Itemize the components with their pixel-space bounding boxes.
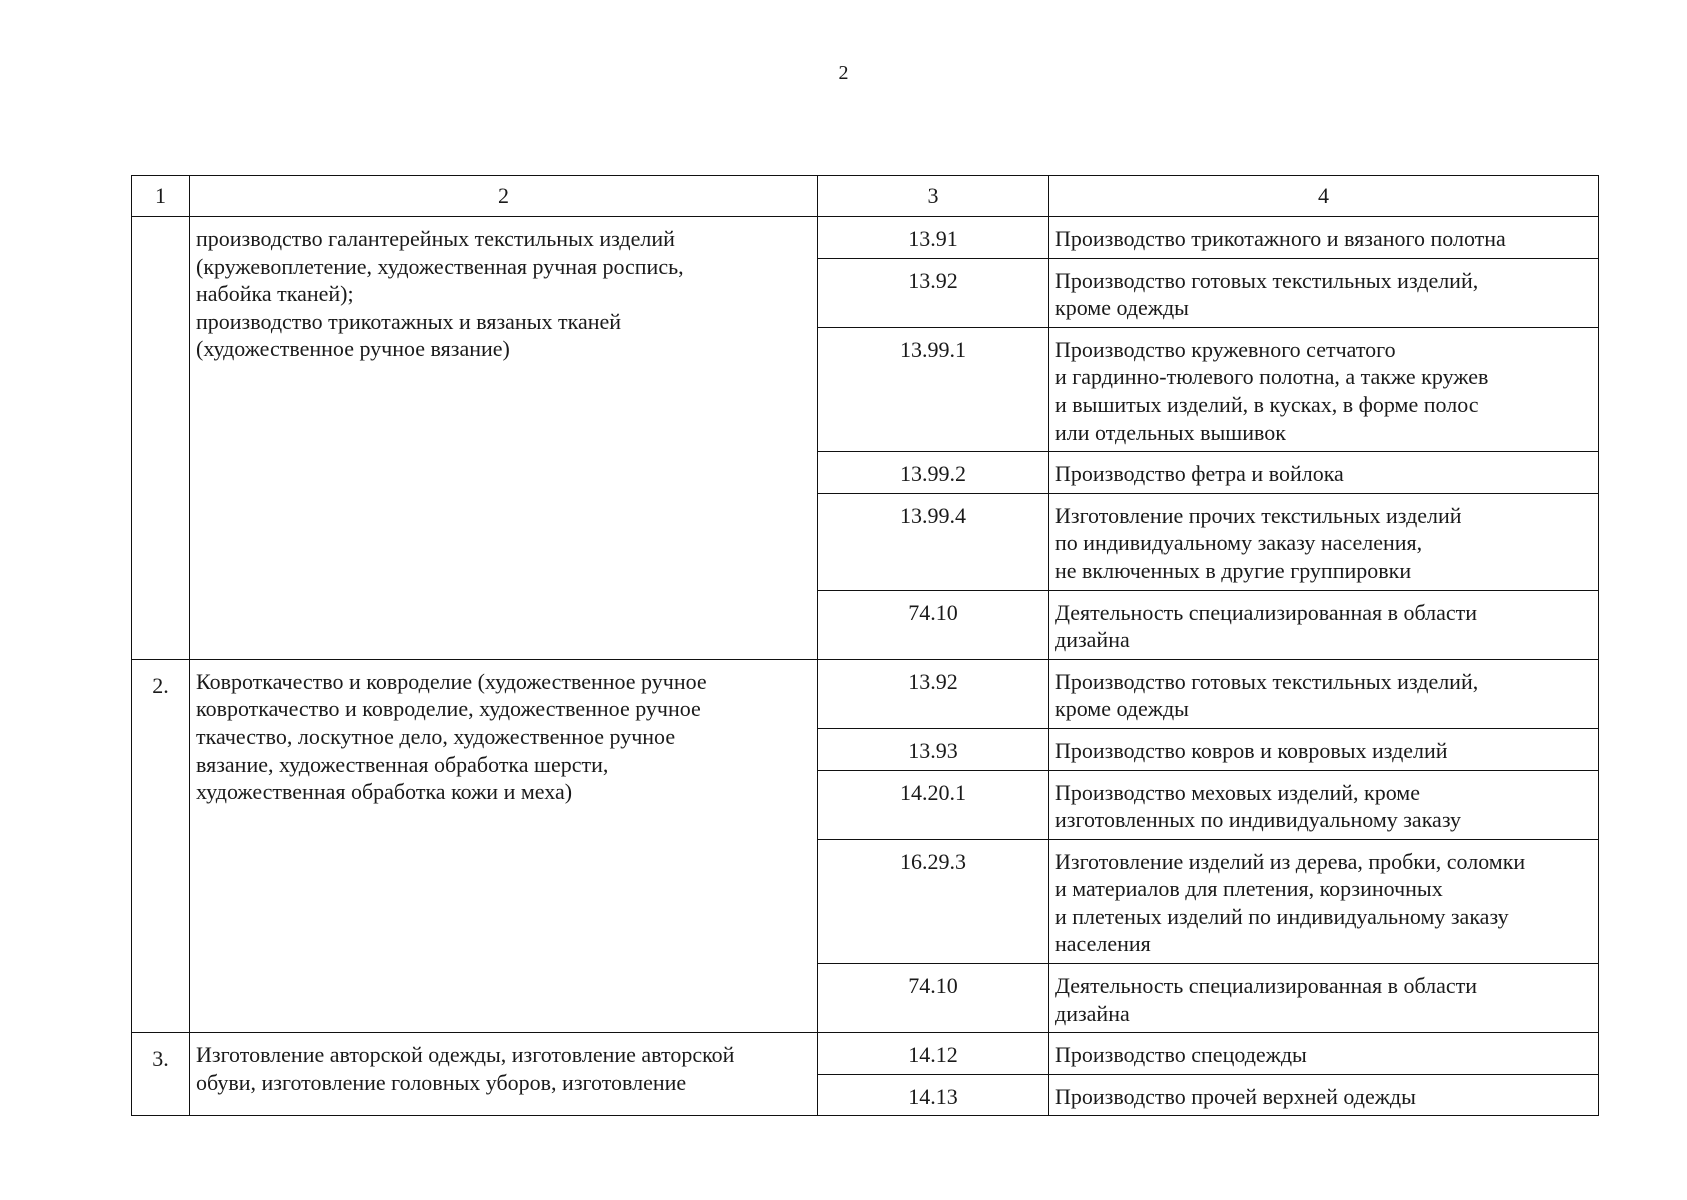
activity-type: Изготовление авторской одежды, изготовление авторской обуви, изготовление головных уборов, изготовление <box>190 1033 818 1116</box>
okved-description: Производство трикотажного и вязаного полотна <box>1049 217 1599 259</box>
okved-code: 13.91 <box>818 217 1049 259</box>
row-number: 3. <box>132 1033 190 1116</box>
okved-code: 16.29.3 <box>818 839 1049 963</box>
activity-type: Ковроткачество и ковроделие (художественное ручное ковроткачество и ковроделие, художественное ручное ткачество, лоскутное дело, художественное ручное вязание, художественная обработка шерсти, художественная обработка кожи и меха) <box>190 659 818 1033</box>
okved-code: 14.12 <box>818 1033 1049 1075</box>
table-header-row <box>132 176 1599 217</box>
column-header-1: 1 <box>132 176 190 217</box>
okved-description: Производство меховых изделий, кроме изготовленных по индивидуальному заказу <box>1049 770 1599 839</box>
column-header-3: 3 <box>818 176 1049 217</box>
column-header-4: 4 <box>1049 176 1599 217</box>
okved-description: Деятельность специализированная в области дизайна <box>1049 964 1599 1033</box>
okved-code: 13.99.2 <box>818 452 1049 494</box>
okved-description: Производство готовых текстильных изделий, кроме одежды <box>1049 659 1599 728</box>
activity-codes-table <box>131 175 1599 1116</box>
okved-code: 14.20.1 <box>818 770 1049 839</box>
row-number: 2. <box>132 659 190 1033</box>
okved-code: 13.92 <box>818 258 1049 327</box>
okved-code: 14.13 <box>818 1074 1049 1116</box>
row-number <box>132 217 190 660</box>
okved-description: Изготовление изделий из дерева, пробки, соломки и материалов для плетения, корзиночных и плетеных изделий по индивидуальному заказу населения <box>1049 839 1599 963</box>
okved-code: 13.93 <box>818 728 1049 770</box>
column-header-2: 2 <box>190 176 818 217</box>
activity-type: производство галантерейных текстильных изделий (кружевоплетение, художественная ручная роспись, набойка тканей); производство трикотажных и вязаных тканей (художественное ручное вязание) <box>190 217 818 660</box>
okved-code: 13.92 <box>818 659 1049 728</box>
okved-description: Производство ковров и ковровых изделий <box>1049 728 1599 770</box>
okved-code: 74.10 <box>818 590 1049 659</box>
okved-description: Деятельность специализированная в области дизайна <box>1049 590 1599 659</box>
table-row <box>132 1033 1599 1075</box>
okved-description: Производство кружевного сетчатого и гардинно-тюлевого полотна, а также кружев и вышитых изделий, в кусках, в форме полос или отдельных вышивок <box>1049 327 1599 451</box>
okved-description: Производство прочей верхней одежды <box>1049 1074 1599 1116</box>
table-row <box>132 659 1599 728</box>
okved-description: Производство спецодежды <box>1049 1033 1599 1075</box>
table-row <box>132 217 1599 259</box>
okved-description: Производство фетра и войлока <box>1049 452 1599 494</box>
okved-description: Производство готовых текстильных изделий, кроме одежды <box>1049 258 1599 327</box>
okved-code: 13.99.1 <box>818 327 1049 451</box>
okved-code: 74.10 <box>818 964 1049 1033</box>
okved-description: Изготовление прочих текстильных изделий по индивидуальному заказу населения, не включенных в другие группировки <box>1049 493 1599 590</box>
okved-code: 13.99.4 <box>818 493 1049 590</box>
page-number: 2 <box>838 62 849 84</box>
